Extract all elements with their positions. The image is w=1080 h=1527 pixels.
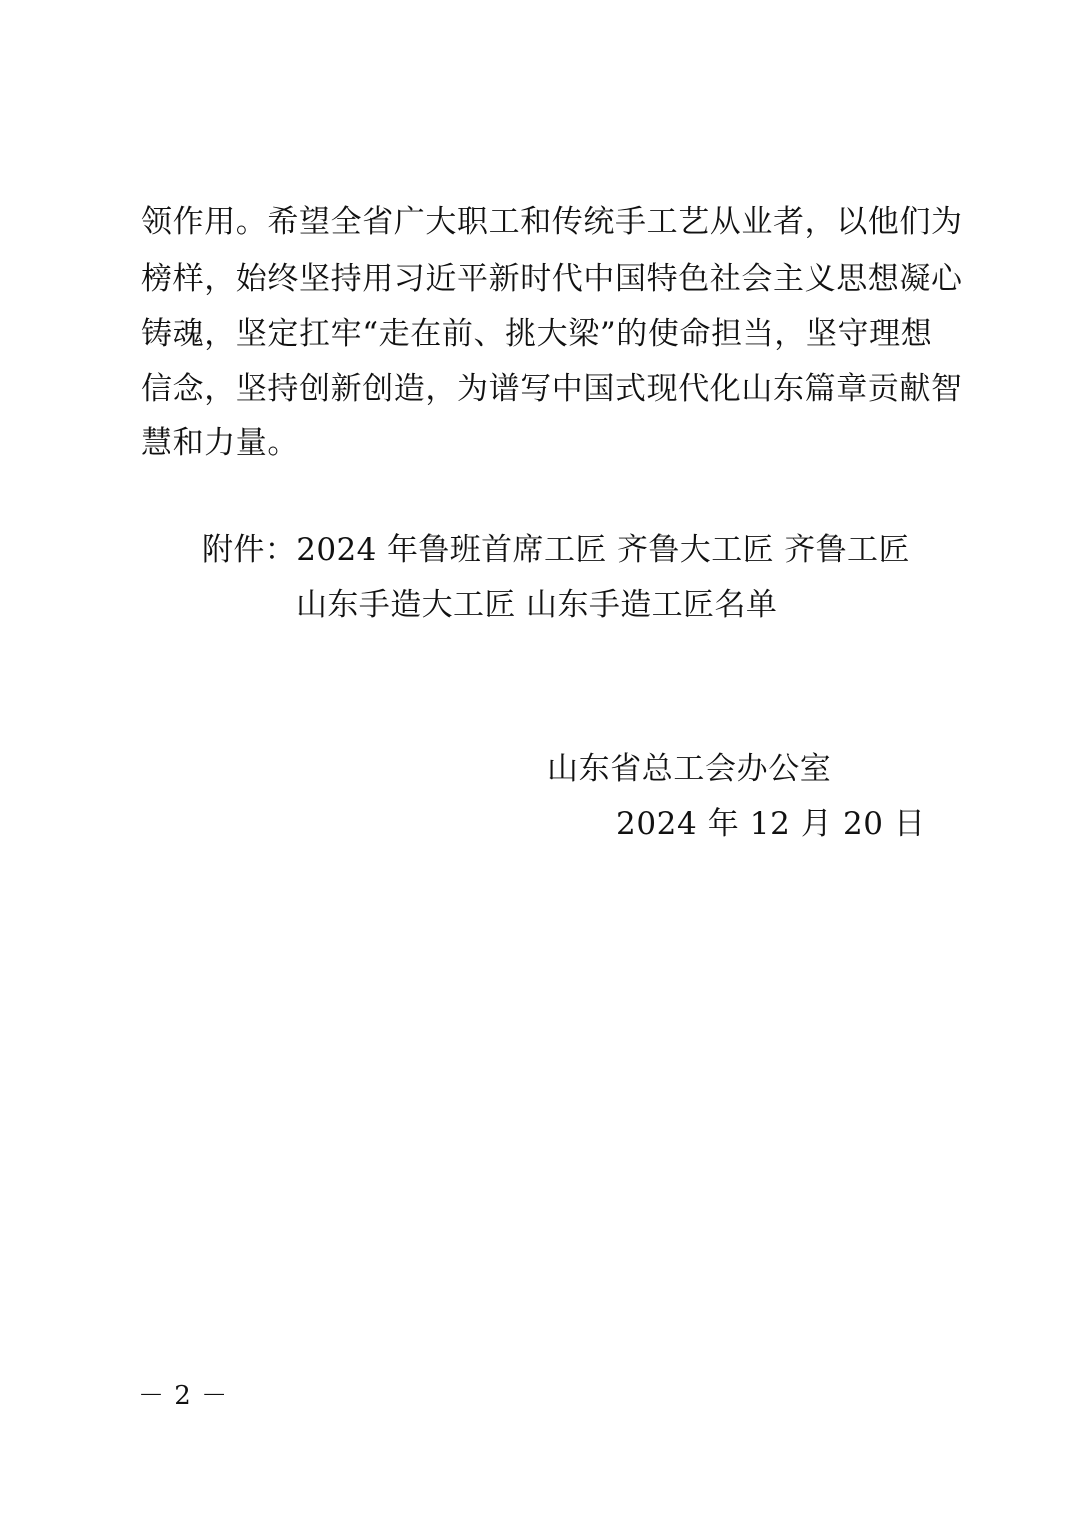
body-text-line: 领作用。希望全省广大职工和传统手工艺从业者，以他们为 — [141, 204, 963, 240]
attachment-line-1: 附件：2024 年鲁班首席工匠 齐鲁大工匠 齐鲁工匠 — [202, 532, 910, 568]
signature-organization: 山东省总工会办公室 — [547, 751, 832, 787]
signature-date: 2024 年 12 月 20 日 — [616, 806, 926, 842]
body-text-line: 信念，坚持创新创造，为谱写中国式现代化山东篇章贡献智 — [141, 371, 963, 407]
page-number: － 2 － — [138, 1381, 229, 1411]
attachment-line-2: 山东手造大工匠 山东手造工匠名单 — [296, 587, 778, 623]
body-text-line: 慧和力量。 — [141, 425, 299, 461]
body-text-line: 榜样，始终坚持用习近平新时代中国特色社会主义思想凝心 — [141, 261, 963, 297]
body-text-line: 铸魂，坚定扛牢“走在前、挑大梁”的使命担当，坚守理想 — [141, 316, 933, 352]
